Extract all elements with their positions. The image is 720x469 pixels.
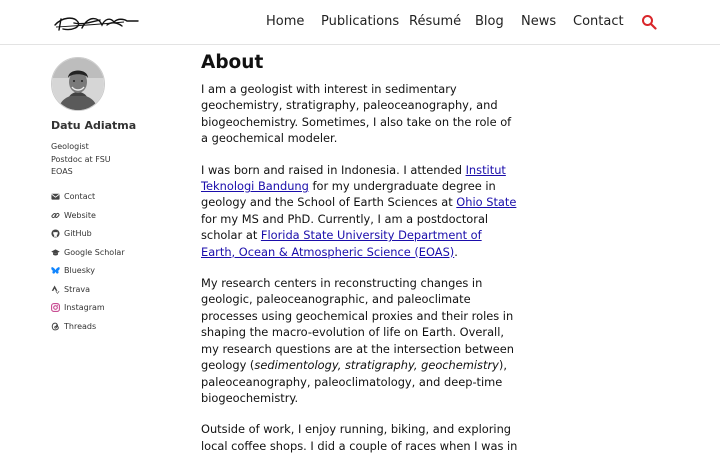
masthead [0,0,720,45]
link-label: GitHub [64,229,92,239]
signature-logo[interactable] [52,9,142,35]
main-content [201,52,519,469]
about-paragraph-4: Outside of work, I enjoy running, biking, and exploring local coffee shops. I did a couple of races when I was in [201,422,518,453]
link-github[interactable] [51,225,191,244]
link-label: Website [64,210,96,220]
author-name: Datu Adiatma [51,119,137,132]
link-label: Strava [64,284,91,294]
paragraph-text: . [454,244,458,259]
about-paragraph-2 [201,162,519,260]
author-links [51,188,191,336]
nav-blog[interactable]: Blog [475,14,504,29]
link-threads[interactable] [51,317,191,336]
nav-home[interactable]: Home [266,14,305,29]
nav-contact[interactable]: Contact [573,14,624,29]
envelope-icon [51,192,60,201]
instagram-icon [51,303,60,312]
author-sidebar [51,57,191,336]
bio-line: Geologist [51,142,89,151]
link-itb[interactable]: Institut Teknologi Bandung [201,162,506,194]
about-paragraph-1: I am a geologist with interest in sedimentary geochemistry, stratigraphy, paleoceanography, and biogeochemistry. Sometimes, I also take on the role of a geochemical modeler. [201,82,512,146]
nav-news[interactable]: News [521,14,557,29]
link-instagram[interactable] [51,299,191,318]
link-label: Bluesky [64,266,95,276]
link-fsu-eoas[interactable]: Florida State University Department of Earth, Ocean & Atmospheric Science (EOAS) [201,228,482,259]
github-icon [51,229,60,238]
paragraph-text: for my undergraduate degree in geology and the School of Earth Sciences at [201,179,496,210]
paragraph-text: I was born and raised in Indonesia. I attended [201,162,466,177]
bio-line: Postdoc at FSU [51,154,111,164]
link-strava[interactable] [51,280,191,299]
author-bio [51,141,191,179]
page-title: About [201,52,264,73]
paragraph-emphasis: sedimentology, stratigraphy, geochemistry [254,358,499,373]
avatar [51,57,105,111]
link-label: Contact [64,192,96,202]
link-icon [51,211,60,220]
link-website[interactable] [51,206,191,225]
nav-publications[interactable]: Publications [321,14,400,29]
paragraph-text: for my MS and PhD. Currently, I am a postdoctoral scholar at [201,211,489,243]
paragraph-text: ), paleoceanography, paleoclimatology, and deep-time biogeochemistry. [201,358,507,405]
strava-icon [51,285,60,294]
paragraph-text: My research centers in reconstructing changes in geologic, paleoceanographic, and paleoclimate processes using geochemical proxies and their roles in shaping the macro-evolution of life on Earth. Overall, my research questions are at the intersection between geology ( [201,276,514,373]
about-paragraph-3 [201,275,519,406]
link-google-scholar[interactable] [51,243,191,262]
nav-resume[interactable]: Résumé [409,14,462,29]
link-ohio-state[interactable]: Ohio State [456,195,517,210]
link-bluesky[interactable] [51,262,191,281]
link-contact[interactable] [51,188,191,207]
link-label: Threads [64,321,97,331]
bio-line: EOAS [51,167,73,176]
threads-icon [51,322,60,331]
search-icon[interactable] [641,14,657,30]
link-label: Instagram [64,303,105,313]
link-label: Google Scholar [64,247,125,257]
graduation-cap-icon [51,248,60,257]
butterfly-icon [51,266,60,275]
